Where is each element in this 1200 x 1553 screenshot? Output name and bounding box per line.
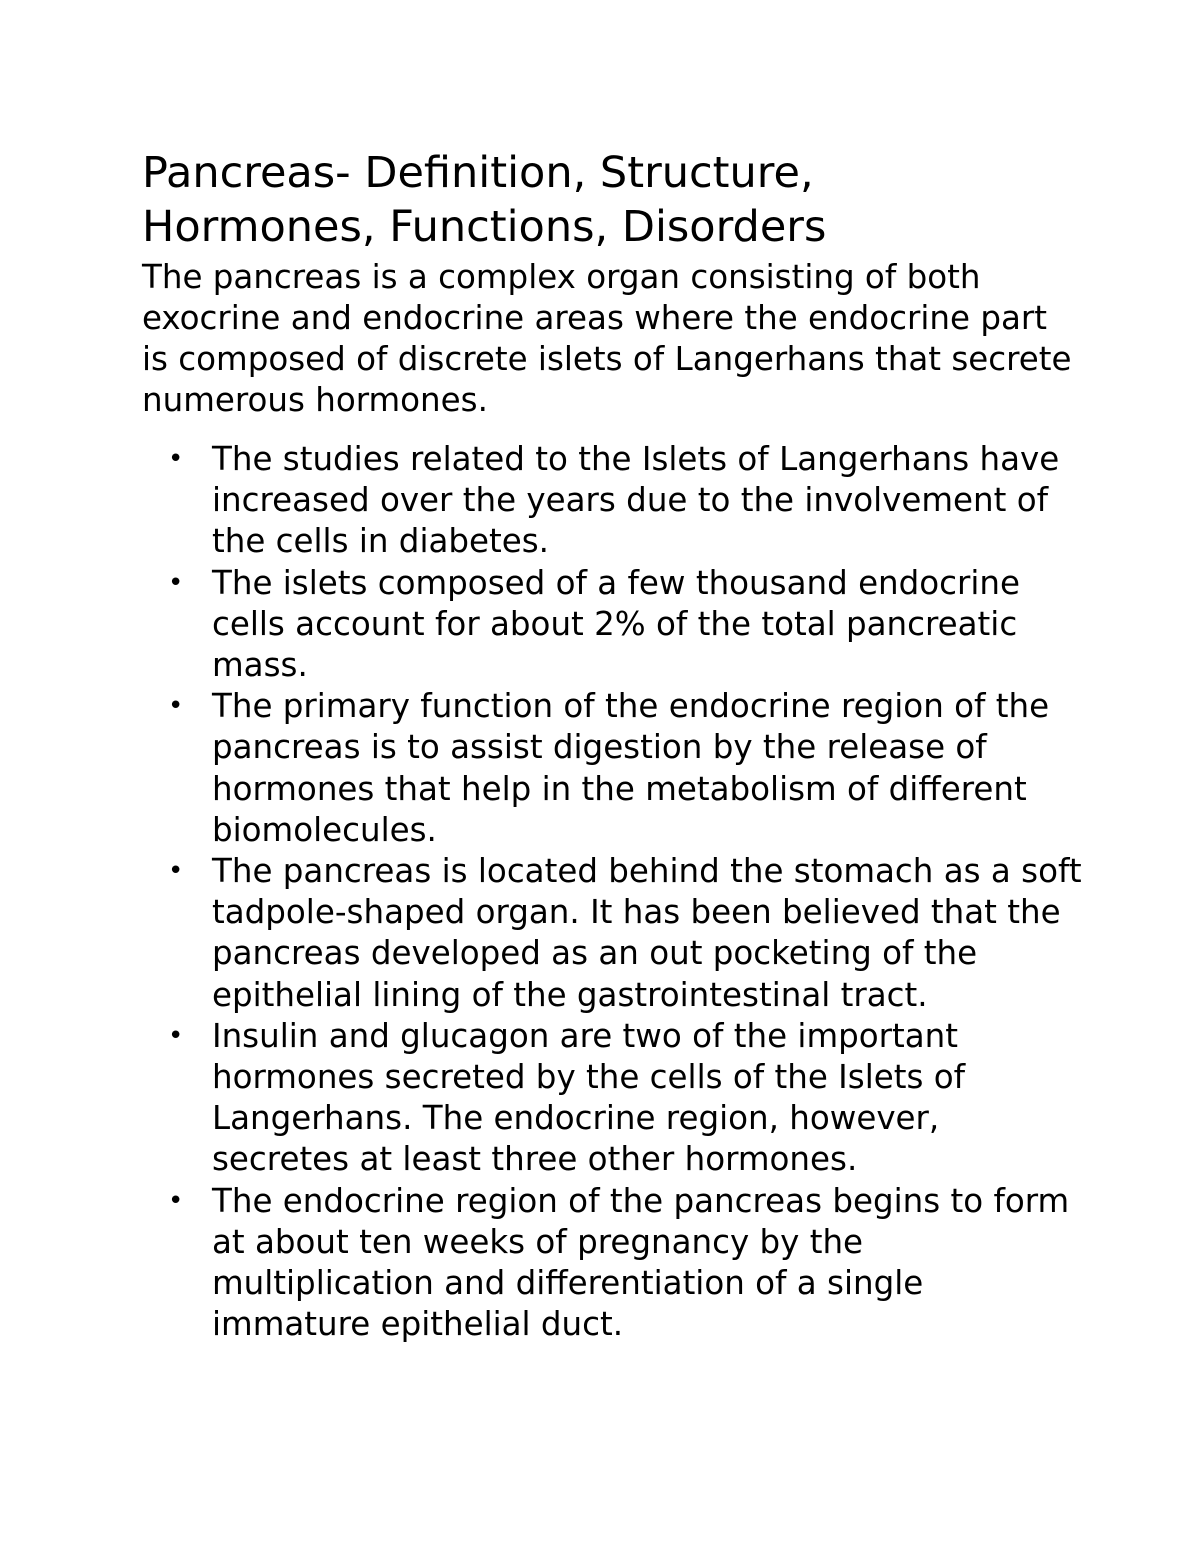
bullet-item bbox=[142, 563, 1082, 687]
bullet-icon: • bbox=[168, 444, 184, 474]
bullet-text: The primary function of the endocrine region of the pancreas is to assist digestion by the release of hormones that help in the metabolism of different biomolecules. bbox=[212, 687, 1050, 849]
bullet-icon: • bbox=[168, 567, 184, 598]
bullet-item bbox=[142, 1181, 1082, 1346]
bullet-text: Insulin and glucagon are two of the important hormones secreted by the cells of the Islets of Langerhans. The endocrine region, however, secretes at least three other hormones. bbox=[212, 1016, 966, 1179]
title-line-2: Hormones, Functions, Disorders bbox=[142, 202, 827, 252]
bullet-icon: • bbox=[168, 1185, 184, 1216]
bullet-item bbox=[142, 851, 1082, 1016]
bullet-item bbox=[142, 439, 1082, 563]
document-page bbox=[142, 146, 1082, 1345]
bullet-text: The pancreas is located behind the stomach as a soft tadpole-shaped organ. It has been believed that the pancreas developed as an out pocketing of the epithelial lining of the gastrointestinal tract. bbox=[212, 852, 1082, 1014]
bullet-icon: • bbox=[168, 856, 184, 887]
document-title bbox=[142, 146, 1082, 254]
bullet-item bbox=[142, 686, 1082, 851]
bullet-icon: • bbox=[168, 1020, 184, 1051]
bullet-list bbox=[142, 439, 1082, 1345]
bullet-text: The studies related to the Islets of Langerhans have increased over the years due to the involvement of the cells in diabetes. bbox=[212, 440, 1060, 561]
bullet-text: The islets composed of a few thousand endocrine cells account for about 2% of the total pancreatic mass. bbox=[212, 563, 1021, 685]
bullet-item bbox=[142, 1016, 1082, 1181]
bullet-icon: • bbox=[168, 691, 184, 722]
intro-paragraph: The pancreas is a complex organ consisting of both exocrine and endocrine areas where the endocrine part is composed of discrete islets of Langerhans that secrete numerous hormones. bbox=[142, 258, 1072, 419]
title-line-1: Pancreas- Definition, Structure, bbox=[142, 148, 814, 198]
bullet-text: The endocrine region of the pancreas begins to form at about ten weeks of pregnancy by the multiplication and differentiation of a single immature epithelial duct. bbox=[212, 1181, 1070, 1344]
